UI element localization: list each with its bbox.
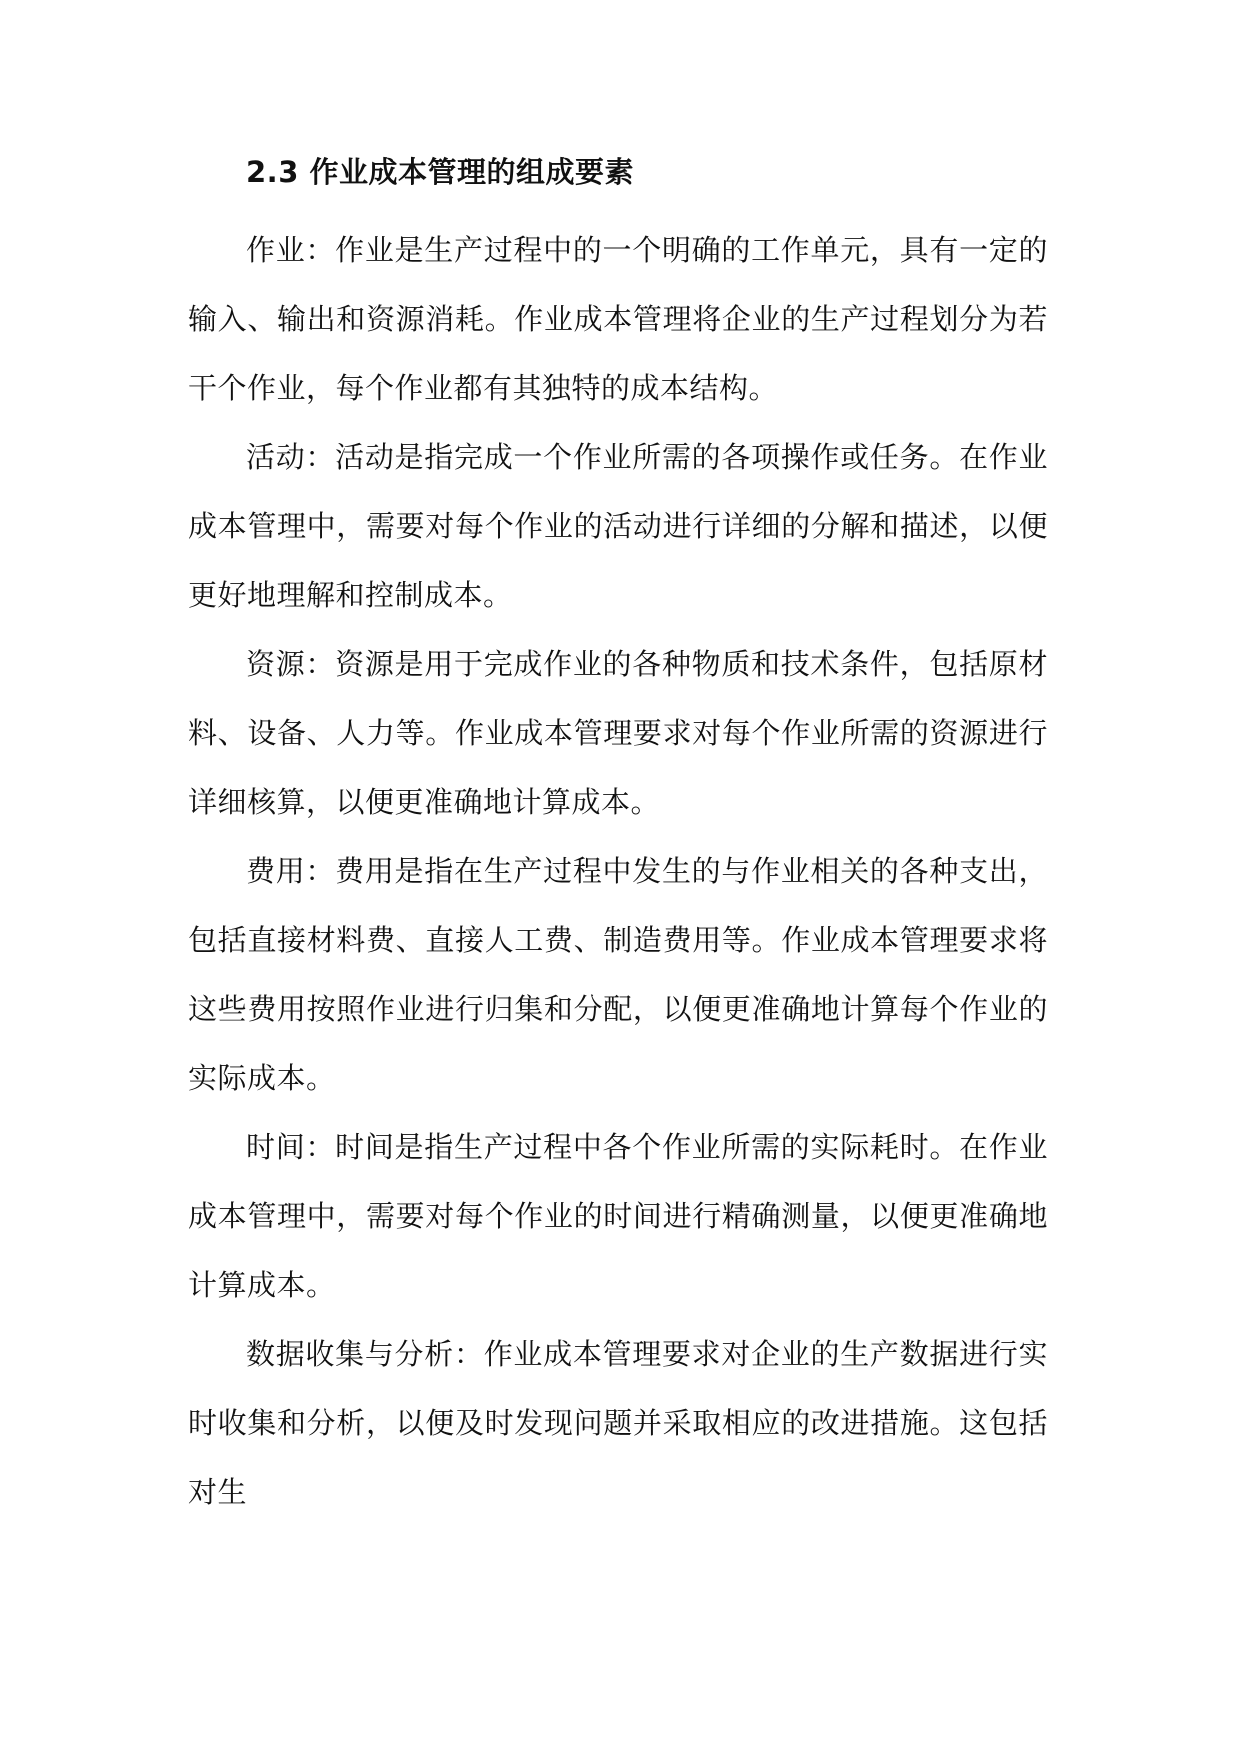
section-heading: 2.3 作业成本管理的组成要素 [246, 155, 634, 189]
paragraph-activity-unit: 作业：作业是生产过程中的一个明确的工作单元，具有一定的输入、输出和资源消耗。作业成本管理将企业的生产过程划分为若干个作业，每个作业都有其独特的成本结构。 [188, 233, 1048, 405]
paragraph-costs: 费用：费用是指在生产过程中发生的与作业相关的各种支出，包括直接材料费、直接人工费、制造费用等。作业成本管理要求将这些费用按照作业进行归集和分配，以便更准确地计算每个作业的实际成本。 [188, 854, 1048, 1095]
paragraph-activities: 活动：活动是指完成一个作业所需的各项操作或任务。在作业成本管理中，需要对每个作业的活动进行详细的分解和描述，以便更好地理解和控制成本。 [188, 440, 1048, 612]
document-body [188, 150, 1048, 1527]
paragraph-resources: 资源：资源是用于完成作业的各种物质和技术条件，包括原材料、设备、人力等。作业成本管理要求对每个作业所需的资源进行详细核算，以便更准确地计算成本。 [188, 647, 1048, 819]
paragraph-data-analysis: 数据收集与分析：作业成本管理要求对企业的生产数据进行实时收集和分析，以便及时发现问题并采取相应的改进措施。这包括对生 [188, 1337, 1048, 1509]
paragraph-time: 时间：时间是指生产过程中各个作业所需的实际耗时。在作业成本管理中，需要对每个作业的时间进行精确测量，以便更准确地计算成本。 [188, 1130, 1048, 1302]
